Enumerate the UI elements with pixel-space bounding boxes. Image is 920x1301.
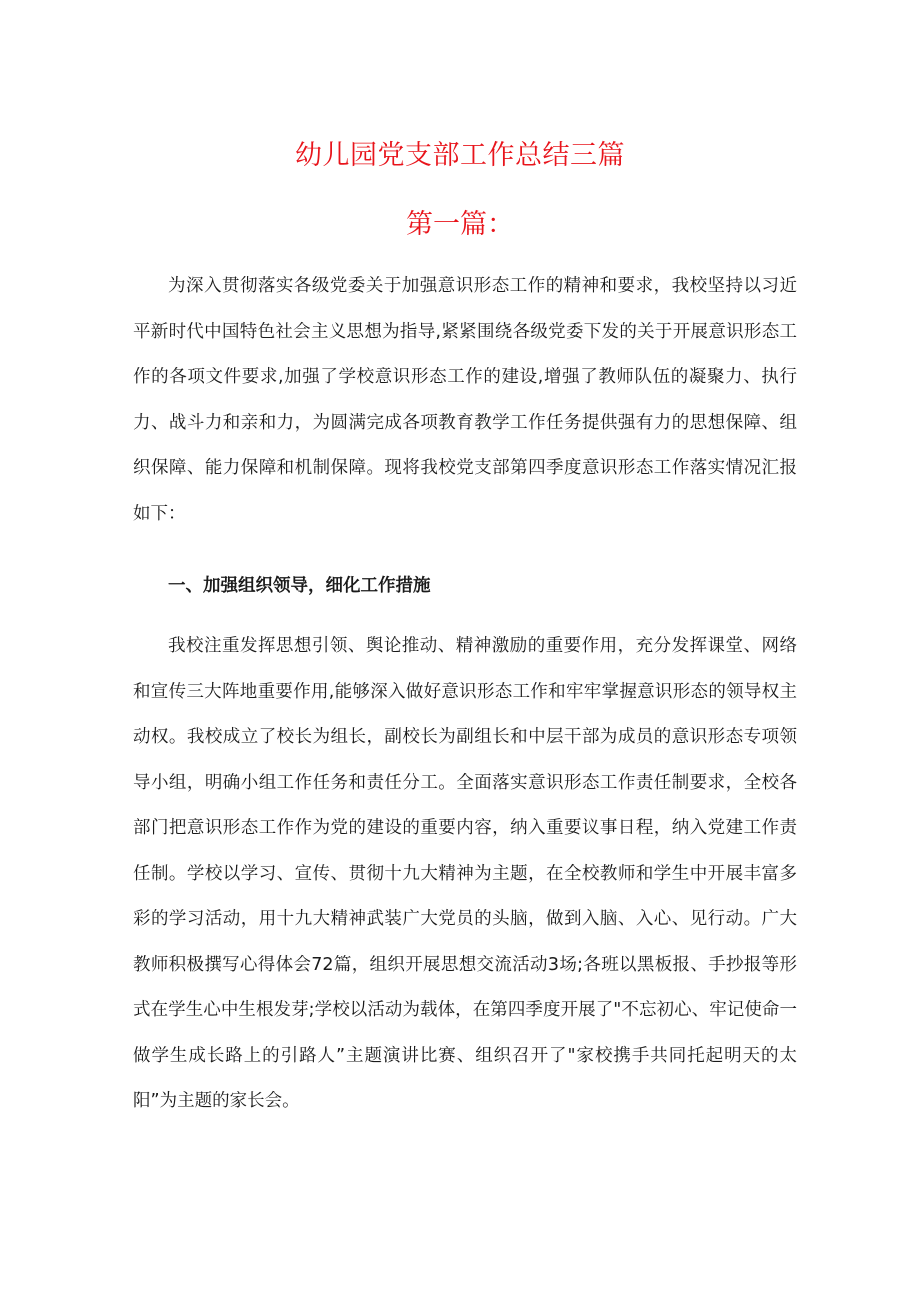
section-paragraph: 我校注重发挥思想引领、舆论推动、精神激励的重要作用，充分发挥课堂、网络和宣传三大阵地重要作用,能够深入做好意识形态工作和牢牢掌握意识形态的领导权主动权。我校成立了校长为组长，副校长为副组长和中层干部为成员的意识形态专项领导小组，明确小组工作任务和责任分工。全面落实意识形态工作责任制要求，全校各部门把意识形态工作作为党的建设的重要内容，纳入重要议事日程，纳入党建工作责任制。学校以学习、宣传、贯彻十九大精神为主题，在全校教师和学生中开展丰富多彩的学习活动，用十九大精神武装广大党员的头脑，做到入脑、入心、见行动。广大教师积极撰写心得体会72篇，组织开展思想交流活动3场;各班以黑板报、手抄报等形式在学生心中生根发芽;学校以活动为载体，在第四季度开展了"不忘初心、牢记使命一做学生成长路上的引路人”主题演讲比赛、组织召开了"家校携手共同托起明天的太阳”为主题的家长会。 bbox=[133, 636, 797, 1111]
section-heading: 一、加强组织领导，细化工作措施 bbox=[168, 576, 431, 596]
intro-paragraph: 为深入贯彻落实各级党委关于加强意识形态工作的精神和要求，我校坚持以习近平新时代中国特色社会主义思想为指导,紧紧围绕各级党委下发的关于开展意识形态工作的各项文件要求,加强了学校意识形态工作的建设,增强了教师队伍的凝聚力、执行力、战斗力和亲和力，为圆满完成各项教育教学工作任务提供强有力的思想保障、组织保障、能力保障和机制保障。现将我校党支部第四季度意识形态工作落实情况汇报如下： bbox=[133, 276, 797, 524]
document-title: 幼儿园党支部工作总结三篇 bbox=[295, 140, 625, 171]
document-subtitle: 第一篇： bbox=[406, 209, 514, 240]
